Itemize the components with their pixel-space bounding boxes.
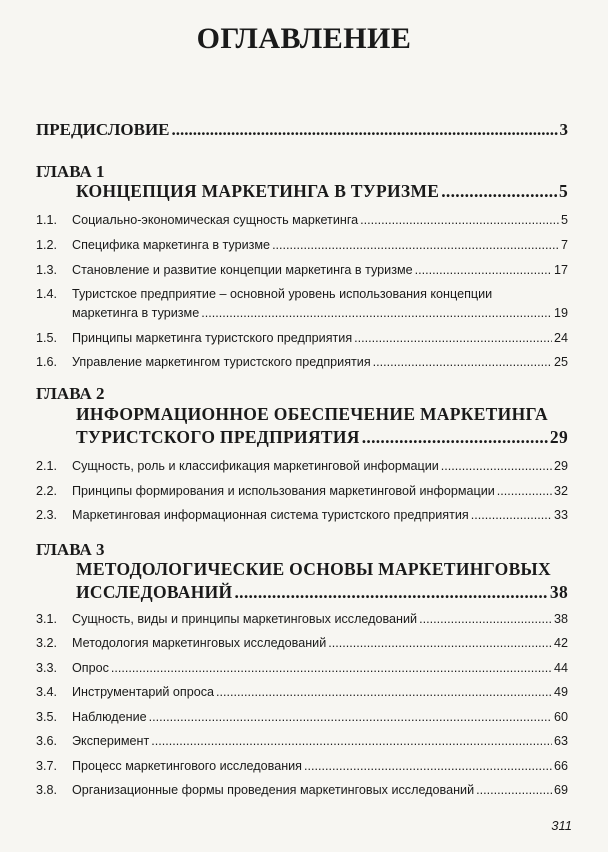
toc-section [36,484,568,498]
section-title: Туристское предприятие – основной уровень использования концепции [72,287,493,301]
chapter-label: ГЛАВА 1 [36,162,105,181]
section-title: Процесс маркетингового исследования [72,759,303,773]
section-title: Организационные формы проведения маркетинговых исследований [72,783,475,797]
toc-page-number: 5 [558,181,568,201]
chapter-label: ГЛАВА 3 [36,540,105,559]
section-title: Методология маркетинговых исследований [72,636,327,650]
toc-preface [36,120,568,140]
dot-leader [419,612,552,626]
toc-section-continuation [72,306,568,320]
toc-entry-text: ТУРИСТСКОГО ПРЕДПРИЯТИЯ [76,427,360,447]
dot-leader [441,459,552,473]
chapter-heading: ИНФОРМАЦИОННОЕ ОБЕСПЕЧЕНИЕ МАРКЕТИНГА [76,404,548,424]
toc-section [36,661,568,675]
dot-leader [151,734,552,748]
section-number: 3.5. [36,710,58,724]
toc-section [36,331,568,345]
section-title: Становление и развитие концепции маркетинга в туризме [72,263,413,277]
section-title: Сущность, виды и принципы маркетинговых исследований [72,612,418,626]
toc-page-number: 33 [553,508,568,522]
dot-leader [373,355,552,369]
chapter-label: ГЛАВА 2 [36,384,105,403]
toc-page-number: 38 [549,582,568,602]
page-folio-number: 311 [551,818,572,833]
section-title: Опрос [72,661,109,675]
section-number: 3.2. [36,636,58,650]
section-number: 3.3. [36,661,58,675]
section-title: Сущность, роль и классификация маркетинговой информации [72,459,439,473]
toc-page-number: 49 [553,685,568,699]
toc-page-number: 7 [560,238,568,252]
dot-leader [149,710,552,724]
toc-section [36,734,568,748]
section-number: 1.3. [36,263,58,277]
toc-section [36,759,568,773]
toc-page-number: 38 [553,612,568,626]
toc-page-number: 69 [553,783,568,797]
toc-section [36,263,568,277]
section-number: 3.1. [36,612,58,626]
toc-page-number: 63 [553,734,568,748]
section-title: Маркетинговая информационная система туристского предприятия [72,508,469,522]
dot-leader [497,484,552,498]
chapter-heading [76,181,568,202]
section-number: 3.6. [36,734,58,748]
dot-leader [216,685,552,699]
section-number: 1.5. [36,331,58,345]
dot-leader [328,636,552,650]
toc-section [36,612,568,626]
toc-page-number: 24 [553,331,568,345]
chapter-heading-continuation [76,582,568,603]
toc-page-number: 5 [560,213,568,227]
toc-page-number: 44 [553,661,568,675]
section-title: Эксперимент [72,734,150,748]
toc-section [36,710,568,724]
section-title: Наблюдение [72,710,147,724]
toc-section [36,238,568,252]
toc-entry-text: ИССЛЕДОВАНИЙ [76,582,233,602]
dot-leader [201,306,552,320]
toc-page-number: 3 [559,120,568,139]
chapter-heading: МЕТОДОЛОГИЧЕСКИЕ ОСНОВЫ МАРКЕТИНГОВЫХ [76,559,551,579]
toc-section [36,213,568,227]
toc-page-number: 19 [553,306,568,320]
toc-page-number: 29 [553,459,568,473]
section-title: Управление маркетингом туристского предприятия [72,355,371,369]
toc-section [36,685,568,699]
toc-section [36,287,568,301]
toc-page-number: 32 [553,484,568,498]
section-title: маркетинга в туризме [72,306,200,320]
toc-section [36,355,568,369]
section-number: 1.6. [36,355,58,369]
toc-page-number: 66 [553,759,568,773]
toc-entry-text: КОНЦЕПЦИЯ МАРКЕТИНГА В ТУРИЗМЕ [76,181,440,201]
section-number: 2.1. [36,459,58,473]
section-number: 3.7. [36,759,58,773]
dot-leader [272,238,559,252]
dot-leader [304,759,552,773]
toc-section [36,783,568,797]
section-title: Социально-экономическая сущность маркетинга [72,213,359,227]
page-title: ОГЛАВЛЕНИЕ [196,22,412,55]
dot-leader [441,181,557,202]
section-number: 3.4. [36,685,58,699]
section-number: 2.3. [36,508,58,522]
dot-leader [360,213,559,227]
dot-leader [476,783,552,797]
section-number: 3.8. [36,783,58,797]
section-number: 1.1. [36,213,58,227]
dot-leader [111,661,552,675]
toc-page-number: 60 [553,710,568,724]
dot-leader [362,427,548,448]
section-title: Инструментарий опроса [72,685,215,699]
toc-page-number: 25 [553,355,568,369]
toc-section [36,636,568,650]
dot-leader [172,120,558,140]
dot-leader [234,582,547,603]
section-number: 2.2. [36,484,58,498]
toc-entry-text: ПРЕДИСЛОВИЕ [36,120,170,139]
chapter-heading-continuation [76,427,568,448]
toc-page-number: 29 [549,427,568,447]
toc-page-number: 17 [553,263,568,277]
dot-leader [354,331,552,345]
dot-leader [471,508,552,522]
dot-leader [415,263,552,277]
section-number: 1.4. [36,287,58,301]
section-title: Специфика маркетинга в туризме [72,238,271,252]
toc-page-number: 42 [553,636,568,650]
toc-section [36,459,568,473]
toc-section [36,508,568,522]
section-title: Принципы маркетинга туристского предприятия [72,331,353,345]
section-number: 1.2. [36,238,58,252]
section-title: Принципы формирования и использования маркетинговой информации [72,484,495,498]
